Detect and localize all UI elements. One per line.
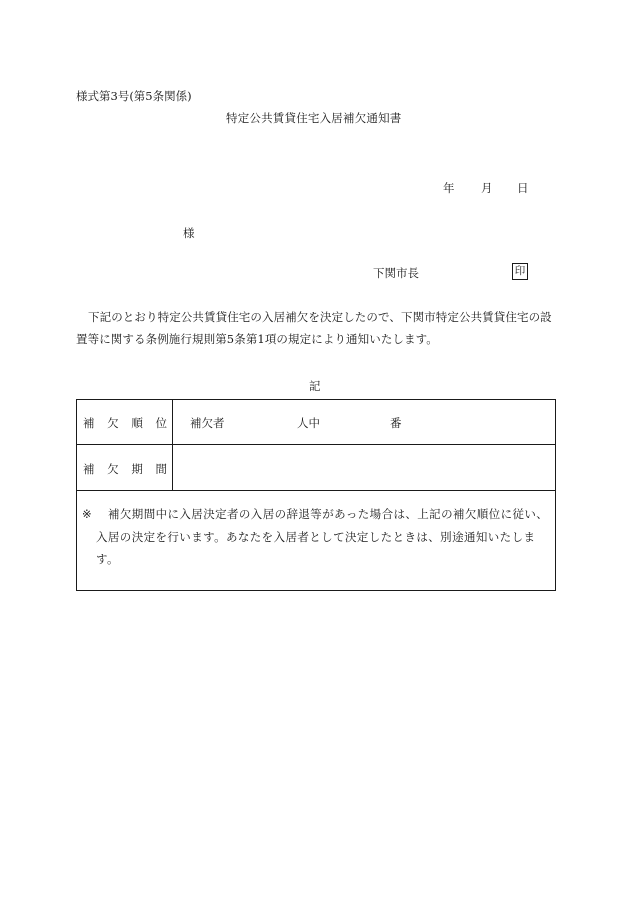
rank-label-char: 補 <box>83 416 95 430</box>
issuer-name: 下関市長 <box>373 266 419 280</box>
notice-table <box>76 399 556 591</box>
document-title: 特定公共賃貸住宅入居補欠通知書 <box>226 111 402 125</box>
note-text: 補欠期間中に入居決定者の入居の辞退等があった場合は、上記の補欠順位に従い、入居の決定を行います。あなたを入居者として決定したときは、別途通知いたします。 <box>96 507 549 566</box>
rank-label-char: 位 <box>155 416 167 430</box>
rank-number-unit: 番 <box>390 416 402 430</box>
period-label-char: 補 <box>83 462 95 476</box>
date-month-label: 月 <box>481 181 493 195</box>
rank-label-char: 順 <box>131 416 143 430</box>
table-row-note <box>77 491 555 591</box>
addressee-honorific: 様 <box>183 226 195 240</box>
period-label-char: 期 <box>131 462 143 476</box>
form-number: 様式第3号(第5条関係) <box>76 89 192 103</box>
seal-mark: 印 <box>512 263 528 280</box>
table-row-rank <box>77 400 555 445</box>
rank-label-char: 欠 <box>107 416 119 430</box>
note <box>82 503 552 571</box>
rank-prefix: 補欠者 <box>190 416 225 430</box>
date-year-label: 年 <box>443 181 455 195</box>
notice-body-text: 下記のとおり特定公共賃貸住宅の入居補欠を決定したので、下関市特定公共賃貸住宅の設置等に関する条例施行規則第5条第1項の規定により通知いたします。 <box>76 310 552 346</box>
date-day-label: 日 <box>517 181 529 195</box>
period-label <box>83 461 167 477</box>
period-label-char: 欠 <box>107 462 119 476</box>
note-asterisk-mark: ※ <box>82 507 92 521</box>
ki-heading: 記 <box>309 379 321 393</box>
rank-label <box>83 415 167 431</box>
period-label-char: 間 <box>155 462 167 476</box>
rank-people-unit: 人中 <box>297 416 320 430</box>
table-row-period <box>77 445 555 491</box>
